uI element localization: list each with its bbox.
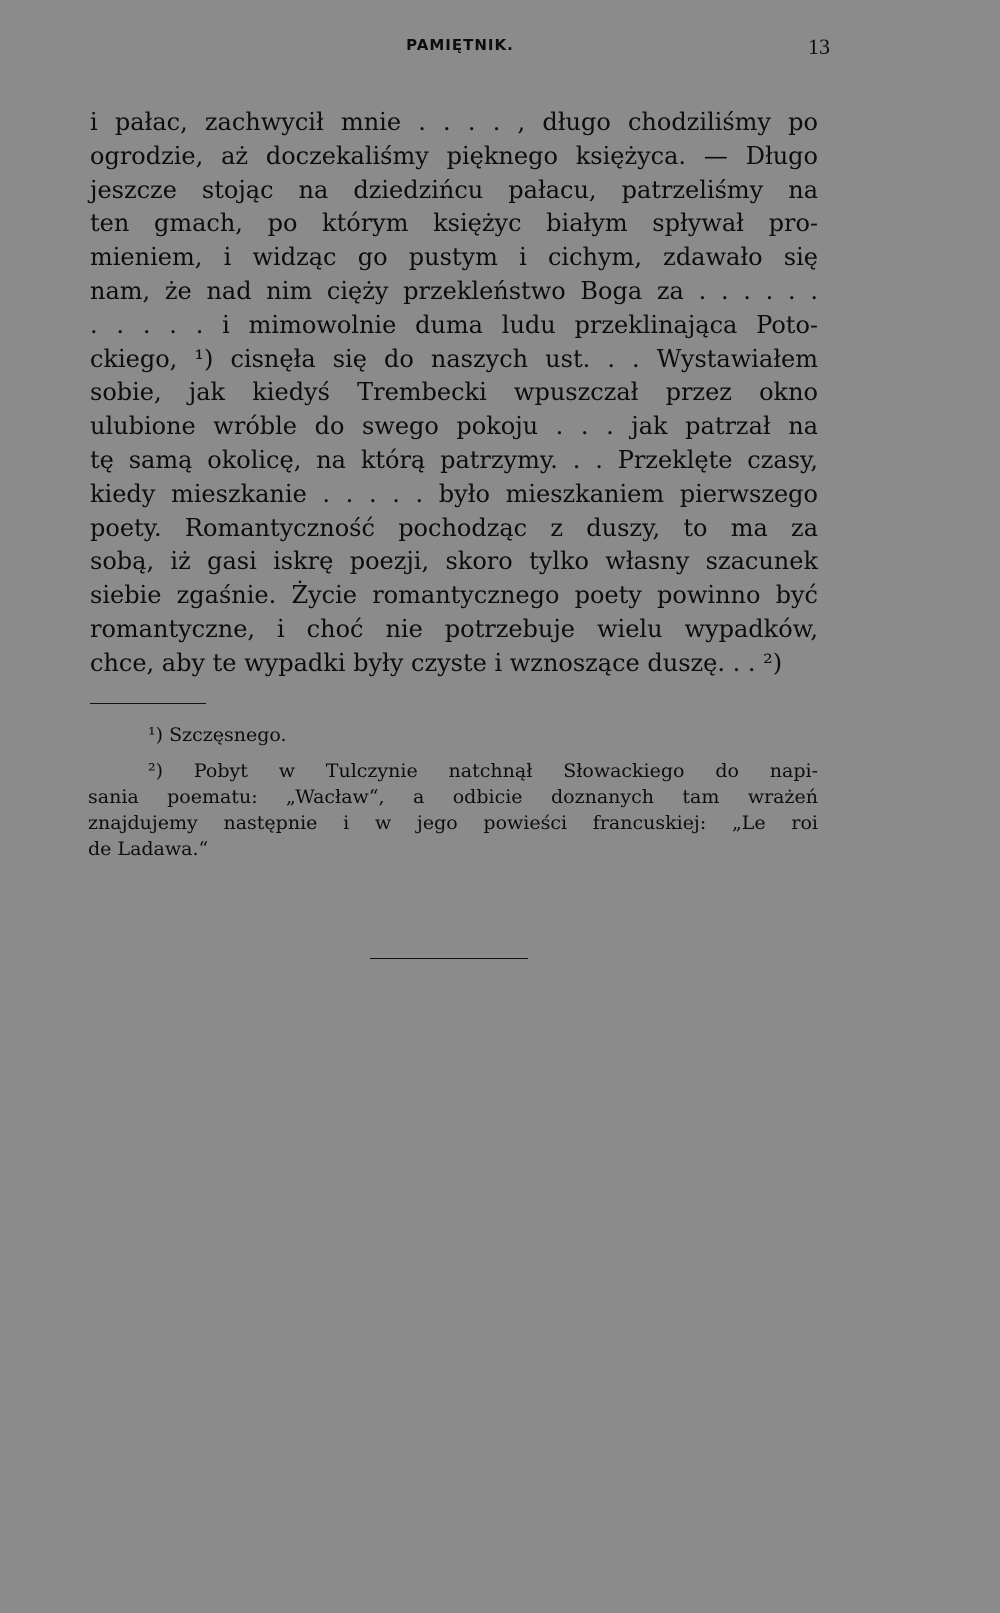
end-rule — [370, 958, 528, 959]
footnote-separator-rule — [90, 703, 206, 704]
footnotes — [88, 722, 818, 862]
text-line: i pałac, zachwycił mnie . . . . , długo chodziliśmy po — [90, 108, 818, 136]
running-title: PAMIĘTNIK. — [406, 36, 514, 54]
footnote-2-line: sania poematu: „Wacław“, a odbicie doznanych tam wrażeń — [88, 786, 818, 808]
text-line: ulubione wróble do swego pokoju . . . jak patrzał na — [90, 412, 818, 441]
text-line: jeszcze stojąc na dziedzińcu pałacu, patrzeliśmy na — [90, 175, 818, 204]
text-line: tę samą okolicę, na którą patrzymy. . . Przeklęte czasy, — [90, 445, 818, 474]
page-number: 13 — [808, 34, 830, 59]
body-text — [90, 106, 818, 681]
text-line: kiedy mieszkanie . . . . . było mieszkaniem pierwszego — [90, 479, 818, 508]
text-line: ckiego, ¹) cisnęła się do naszych ust. . . Wystawiałem — [90, 344, 818, 373]
footnote-2-line: znajdujemy następnie i w jego powieści francuskiej: „Le roi — [88, 812, 818, 834]
footnote-1: ¹) Szczęsnego. — [148, 724, 287, 746]
text-line: nam, że nad nim cięży przekleństwo Boga za . . . . . . — [90, 276, 818, 305]
text-line: sobą, iż gasi iskrę poezji, skoro tylko własny szacunek — [90, 547, 818, 576]
footnote-2-line: ²) Pobyt w Tulczynie natchnął Słowackiego do napi- — [148, 760, 818, 782]
text-line: mieniem, i widząc go pustym i cichym, zdawało się — [90, 243, 818, 272]
text-line: chce, aby te wypadki były czyste i wznoszące duszę. . . ²) — [90, 648, 783, 677]
text-line: romantyczne, i choć nie potrzebuje wielu wypadków, — [90, 614, 818, 643]
text-line: poety. Romantyczność pochodząc z duszy, to ma za — [90, 513, 818, 542]
text-line: ogrodzie, aż doczekaliśmy pięknego księżyca. — Długo — [90, 141, 818, 170]
text-line: sobie, jak kiedyś Trembecki wpuszczał przez okno — [90, 378, 818, 407]
footnote-2-line: de Ladawa.“ — [88, 838, 209, 860]
text-line: siebie zgaśnie. Życie romantycznego poety powinno być — [90, 581, 818, 610]
page-header — [90, 36, 830, 66]
text-line: ten gmach, po którym księżyc białym spływał pro- — [90, 209, 818, 238]
text-line: . . . . . i mimowolnie duma ludu przeklinająca Poto- — [90, 310, 818, 339]
